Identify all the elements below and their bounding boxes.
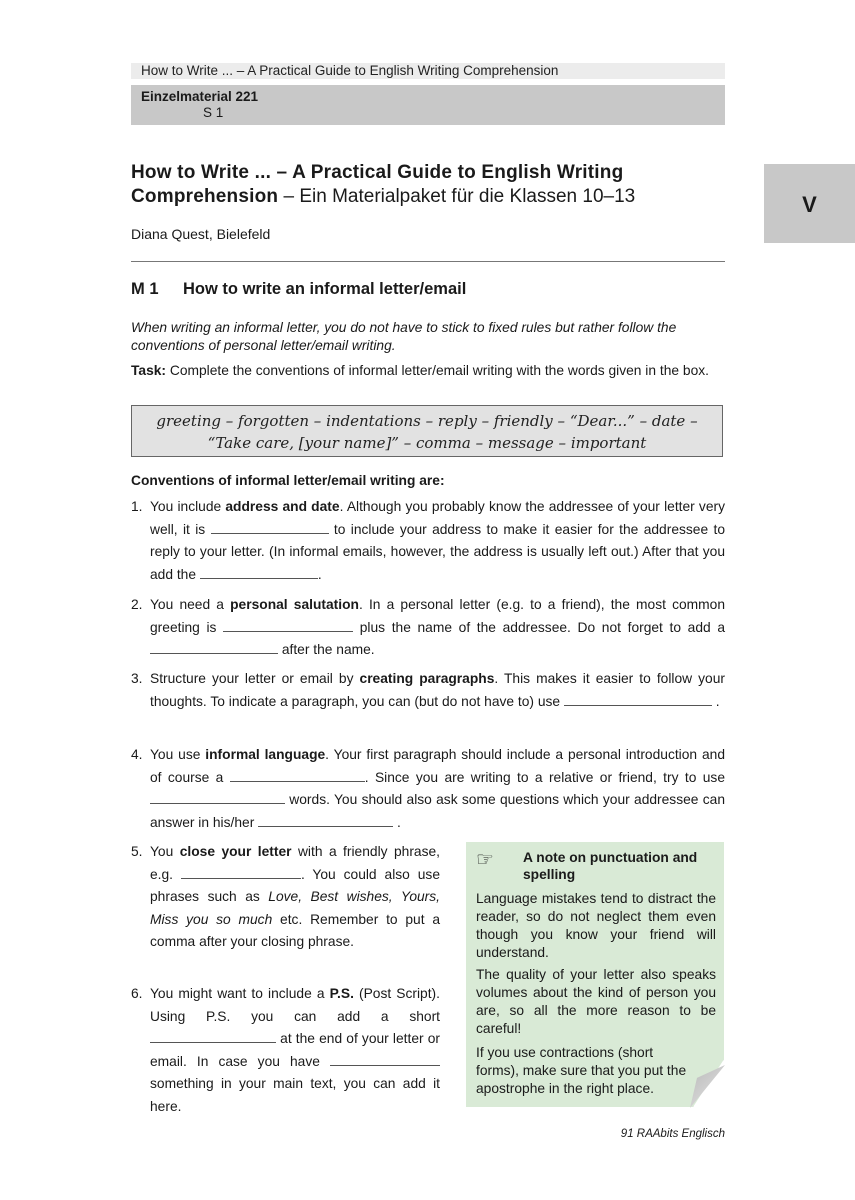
word-box-line-1: greeting – forgotten – indentations – reply – friendly – “Dear...” – date – (156, 412, 698, 430)
title-subtitle: – Ein Materialpaket für die Klassen 10–13 (278, 186, 636, 207)
item-keyword: creating paragraphs (359, 671, 495, 686)
item-text: . You could also use phrases such as (150, 866, 440, 904)
section-heading (131, 280, 466, 299)
pointing-hand-icon: ☞ (476, 849, 494, 871)
list-item (131, 841, 440, 954)
section-number: M 1 (131, 280, 159, 298)
note-paragraph: If you use contractions (short forms), make sure that you put the apostrophe in the right place. (476, 1045, 687, 1096)
word-box-line-2: “Take care, [your name]” – comma – message – important (207, 434, 647, 452)
item-text: with a friendly phrase, e.g. (150, 844, 440, 882)
item-text: (Post Script). Using P.S. you can add a short (150, 986, 440, 1024)
answer-blank[interactable] (150, 791, 285, 804)
section-title: How to write an informal letter/email (183, 280, 467, 298)
item-text: to include your address to make it easier for the addressee to reply to your letter. (In informal emails, however, the address is usually left out.) After that you add the (150, 521, 725, 582)
answer-blank[interactable] (564, 693, 712, 706)
item-keyword: informal language (205, 747, 326, 762)
task-instruction: Complete the conventions of informal letter/email writing with the words given in the box. (166, 363, 709, 378)
list-item (131, 594, 725, 662)
intro-text: When writing an informal letter, you do not have to stick to fixed rules but rather follow the conventions of personal letter/email writing. (131, 320, 677, 353)
item-keyword: address and date (225, 499, 340, 514)
item-text: plus the name of the addressee. Do not forget to add a (353, 619, 725, 635)
item-text: . (317, 566, 322, 582)
item-text: . (711, 693, 720, 709)
material-number: Einzelmaterial 221 (141, 89, 259, 104)
item-text: You need a (150, 597, 231, 612)
item-number: 4. (131, 747, 143, 762)
item-keyword: P.S. (329, 986, 354, 1001)
item-number: 1. (131, 499, 143, 514)
answer-blank[interactable] (150, 1030, 276, 1043)
item-text: . Although you probably know the addressee of your letter very well, it is (150, 499, 725, 537)
answer-blank[interactable] (230, 769, 365, 782)
list-item (131, 744, 725, 834)
answer-blank[interactable] (211, 521, 329, 534)
item-text: words. You should also ask some questions which your addressee can answer in his/her (150, 792, 725, 830)
item-keyword: personal salutation (230, 597, 359, 612)
item-text: at the end of your letter or email. In case you have (150, 1031, 440, 1069)
answer-blank[interactable] (258, 814, 393, 827)
item-text: You include (150, 499, 226, 514)
task-text (131, 362, 727, 379)
item-number: 5. (131, 844, 143, 859)
list-item (131, 668, 725, 713)
material-header (131, 85, 725, 125)
page-number: S 1 (203, 105, 224, 120)
title-line-1: How to Write ... – A Practical Guide to English Writing (131, 162, 624, 183)
note-paragraph: Language mistakes tend to distract the reader, so do not neglect them even though you know your friend will understand. (476, 891, 716, 960)
running-header: How to Write ... – A Practical Guide to English Writing Comprehension (131, 63, 725, 79)
item-text: . This makes it easier to follow your thoughts. To indicate a paragraph, you can (but do not have to) use (150, 671, 726, 709)
item-examples: Love, Best wishes, Yours, Miss you so much (150, 889, 440, 927)
list-item (131, 496, 725, 586)
item-text: . (393, 814, 401, 830)
item-number: 2. (131, 597, 143, 612)
item-text: You use (150, 747, 206, 762)
item-text: Structure your letter or email by (150, 671, 360, 686)
note-paragraph: The quality of your letter also speaks volumes about the kind of person you are, so all the more reason to be careful! (476, 967, 716, 1036)
item-text: You might want to include a (150, 986, 330, 1001)
note-heading (476, 849, 716, 883)
item-text: . Since you are writing to a relative or friend, try to use (364, 769, 726, 785)
answer-blank[interactable] (223, 619, 353, 632)
item-text: You (150, 844, 180, 859)
item-text: etc. Remember to put a comma after your closing phrase. (150, 911, 441, 949)
author: Diana Quest, Bielefeld (131, 226, 271, 242)
item-number: 3. (131, 671, 143, 686)
answer-blank[interactable] (330, 1053, 440, 1066)
footer: 91 RAAbits Englisch (620, 1128, 725, 1140)
chapter-tab: V (764, 164, 855, 243)
item-text: . In a personal letter (e.g. to a friend), the most common greeting is (150, 597, 725, 635)
list-item (131, 983, 440, 1118)
task-label: Task: (131, 363, 167, 378)
divider (131, 261, 725, 262)
item-text: . Your first paragraph should include a personal introduction and of course a (150, 747, 725, 785)
item-number: 6. (131, 986, 143, 1001)
answer-blank[interactable] (150, 641, 278, 654)
conventions-heading: Conventions of informal letter/email writing are: (131, 473, 445, 488)
document-title (131, 161, 731, 209)
title-line-2: Comprehension (131, 186, 279, 207)
word-box (131, 405, 723, 457)
item-text: something in your main text, you can add it here. (150, 1076, 440, 1114)
item-keyword: close your letter (179, 844, 292, 859)
answer-blank[interactable] (181, 866, 301, 879)
note-title: A note on punctuation and spelling (523, 850, 698, 882)
answer-blank[interactable] (200, 566, 318, 579)
item-text: after the name. (278, 642, 375, 657)
